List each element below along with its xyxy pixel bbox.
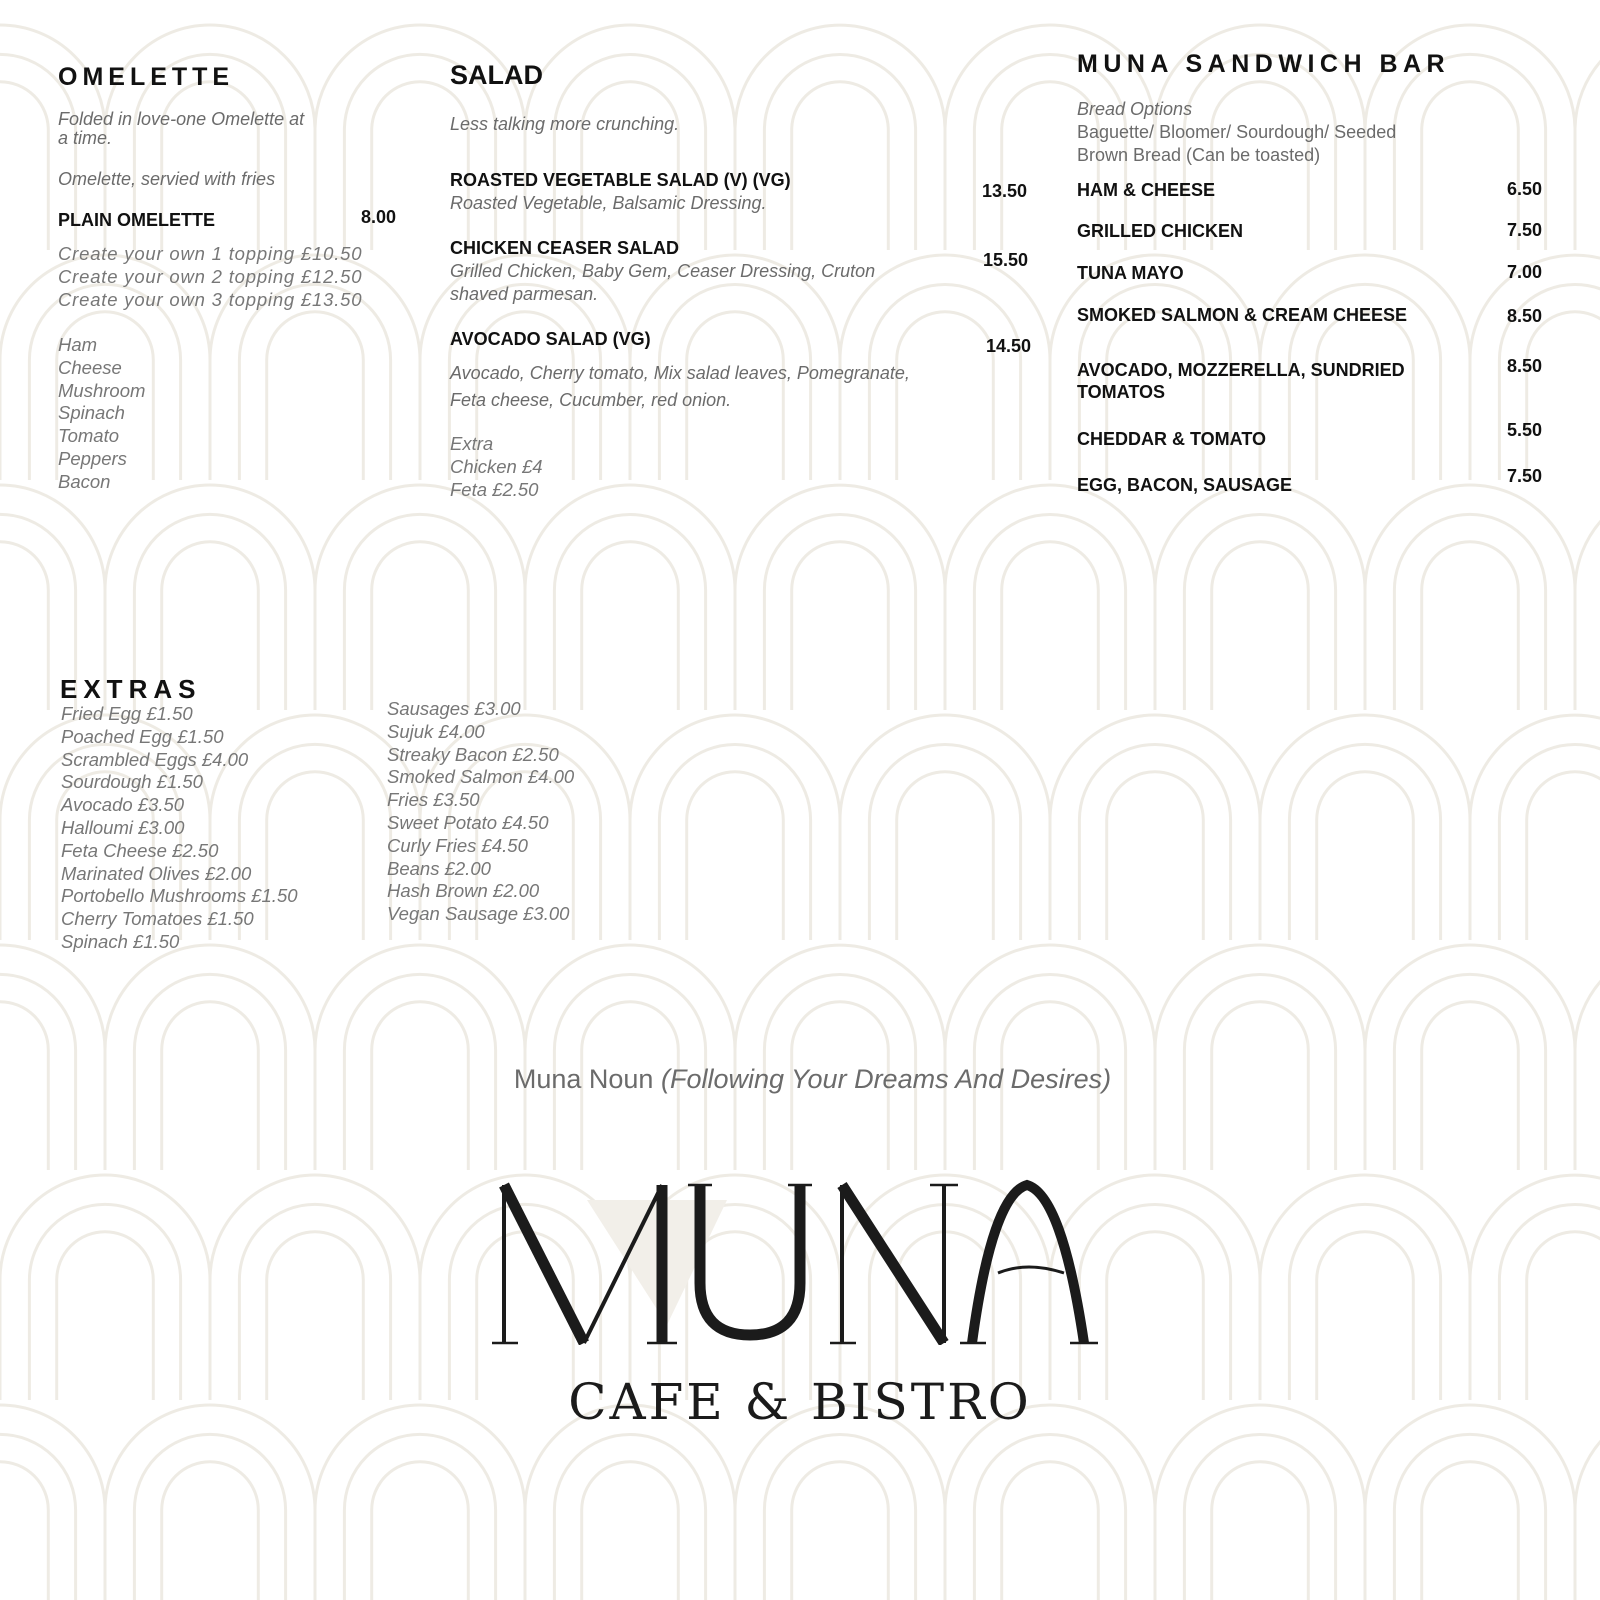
arch-pattern-stroke — [525, 945, 735, 1170]
arch-pattern-stroke — [554, 1434, 705, 1600]
arch-pattern-stroke — [344, 514, 495, 710]
salad-item-desc — [450, 260, 875, 306]
extras-item: Sujuk £4.00 — [387, 720, 485, 742]
arch-pattern-stroke — [1107, 772, 1204, 940]
arch-pattern-stroke — [1155, 945, 1365, 1170]
omelette-intro-line2: a time. — [58, 128, 113, 148]
arch-pattern-stroke — [897, 772, 994, 940]
arch-pattern-stroke — [1050, 715, 1260, 940]
salad-item-desc-line: Avocado, Cherry tomato, Mix salad leaves, Pomegranate, — [450, 363, 910, 383]
arch-pattern-stroke — [1289, 1204, 1440, 1400]
arch-pattern-stroke — [1002, 542, 1099, 710]
extras-item: Poached Egg £1.50 — [61, 725, 224, 747]
create-option: Create your own 2 topping £12.50 — [58, 265, 363, 287]
arch-pattern-stroke — [1289, 744, 1440, 940]
topping-item: Ham — [58, 334, 98, 355]
extras-item: Spinach £1.50 — [61, 930, 180, 952]
omelette-intro-line1: Folded in love-one Omelette at — [58, 109, 305, 129]
arch-pattern-stroke — [525, 485, 735, 710]
arch-pattern-stroke — [210, 1175, 420, 1400]
arch-pattern-stroke — [1079, 1204, 1230, 1400]
arch-pattern-stroke — [582, 1462, 679, 1600]
arch-pattern-stroke — [372, 542, 469, 710]
arch-pattern-stroke — [945, 945, 1155, 1170]
sandwich-title: MUNA SANDWICH BAR — [1077, 50, 1451, 78]
arch-pattern-stroke — [1365, 945, 1575, 1170]
salad-title: SALAD — [450, 60, 543, 90]
arch-pattern-stroke — [1184, 514, 1335, 710]
arch-pattern-stroke — [0, 1405, 105, 1600]
arch-pattern-stroke — [945, 485, 1155, 710]
extras-item: Fried Egg £1.50 — [61, 703, 193, 724]
salad-item-desc: Roasted Vegetable, Balsamic Dressing. — [450, 193, 767, 213]
sandwich-item-price: 5.50 — [1506, 420, 1542, 440]
salad-item-desc — [450, 360, 910, 414]
arch-pattern-stroke — [1079, 744, 1230, 940]
tagline — [0, 1064, 1600, 1095]
extras-item: Halloumi £3.00 — [61, 816, 185, 838]
sandwich-item-name-line: AVOCADO, MOZZERELLA, SUNDRIED — [1077, 360, 1405, 380]
sandwich-item-price: 7.50 — [1506, 220, 1542, 240]
salad-extra-item: Chicken £4 — [450, 455, 543, 477]
salad-item-price: 13.50 — [981, 181, 1027, 201]
arch-pattern-stroke — [1394, 514, 1545, 710]
arch-pattern-stroke — [239, 284, 390, 480]
create-option: Create your own 3 topping £13.50 — [58, 288, 363, 310]
extras-item: Smoked Salmon £4.00 — [387, 766, 575, 788]
arch-pattern-stroke — [1002, 1462, 1099, 1600]
extras-item: Fries £3.50 — [387, 789, 480, 811]
muna-logo-wordmark — [492, 1175, 1102, 1345]
arch-pattern-stroke — [0, 1434, 76, 1600]
sandwich-item-name — [1077, 359, 1405, 403]
arch-pattern-stroke — [344, 1434, 495, 1600]
sandwich-item-name: GRILLED CHICKEN — [1077, 221, 1243, 241]
extras-item: Sweet Potato £4.50 — [387, 811, 549, 833]
plain-omelette-name: PLAIN OMELETTE — [58, 210, 215, 230]
salad-extra-item: Feta £2.50 — [450, 478, 539, 500]
omelette-served: Omelette, servied with fries — [58, 169, 276, 189]
bread-options-line: Brown Bread (Can be toasted) — [1077, 145, 1321, 165]
logo-subtitle: CAFE & BISTRO — [568, 1373, 1032, 1431]
arch-pattern-stroke — [1575, 485, 1600, 710]
salad-item-desc-line: shaved parmesan. — [450, 284, 599, 304]
arch-pattern-stroke — [792, 1462, 889, 1600]
extras-item: Hash Brown £2.00 — [387, 880, 540, 902]
arch-pattern-stroke — [162, 1462, 259, 1600]
extras-title: EXTRAS — [60, 674, 202, 704]
sandwich-item-price: 6.50 — [1506, 179, 1542, 199]
arch-pattern-stroke — [1260, 1175, 1470, 1400]
arch-pattern-stroke — [1394, 1434, 1545, 1600]
topping-item: Bacon — [58, 470, 111, 492]
salad-item-name: AVOCADO SALAD (VG) — [450, 329, 651, 349]
arch-pattern-stroke — [1422, 1462, 1519, 1600]
extras-item: Vegan Sausage £3.00 — [387, 903, 570, 925]
extras-item: Sourdough £1.50 — [61, 771, 203, 793]
topping-item: Tomato — [58, 425, 120, 447]
arch-pattern-stroke — [974, 514, 1125, 710]
salad-intro: Less talking more crunching. — [450, 114, 680, 134]
extras-item: Sausages £3.00 — [387, 698, 521, 719]
arch-pattern-stroke — [764, 54, 915, 250]
arch-pattern-stroke — [582, 82, 679, 250]
arch-pattern-stroke — [0, 945, 105, 1170]
extras-item: Portobello Mushrooms £1.50 — [61, 885, 298, 907]
extras-item: Scrambled Eggs £4.00 — [61, 748, 249, 770]
extras-item: Streaky Bacon £2.50 — [387, 743, 559, 765]
sandwich-item-name: EGG, BACON, SAUSAGE — [1077, 475, 1293, 495]
omelette-create-list — [58, 243, 362, 311]
arch-pattern-stroke — [372, 1462, 469, 1600]
arch-pattern-stroke — [1317, 772, 1414, 940]
arch-pattern-stroke — [1527, 312, 1600, 480]
plain-omelette-price: 8.00 — [360, 207, 396, 227]
salad-item-price: 15.50 — [982, 250, 1028, 270]
arch-pattern-stroke — [1575, 945, 1600, 1170]
arch-pattern-stroke — [735, 25, 945, 250]
salad-item-desc-line: Feta cheese, Cucumber, red onion. — [450, 390, 732, 410]
tagline-italic: (Following Your Dreams And Desires) — [660, 1064, 1112, 1094]
arch-pattern-stroke — [315, 485, 525, 710]
arch-pattern-stroke — [974, 1434, 1125, 1600]
omelette-toppings-list — [58, 334, 145, 494]
salad-item-price: 14.50 — [985, 336, 1031, 356]
sandwich-item-name: CHEDDAR & TOMATO — [1077, 429, 1266, 449]
sandwich-item-price: 7.50 — [1506, 466, 1542, 486]
arch-pattern-stroke — [1575, 25, 1600, 250]
arch-pattern-stroke — [869, 744, 1020, 940]
arch-pattern-stroke — [582, 542, 679, 710]
arch-pattern-stroke — [792, 82, 889, 250]
arch-pattern-stroke — [1212, 1462, 1309, 1600]
sandwich-item-price: 8.50 — [1506, 306, 1542, 326]
extras-column-1 — [61, 703, 298, 954]
arch-pattern-stroke — [1184, 1434, 1335, 1600]
arch-pattern-stroke — [0, 1175, 210, 1400]
topping-item: Peppers — [58, 447, 127, 469]
create-option: Create your own 1 topping £10.50 — [58, 243, 363, 264]
arch-pattern-stroke — [315, 945, 525, 1170]
topping-item: Cheese — [58, 356, 122, 378]
arch-pattern-stroke — [525, 25, 735, 250]
salad-item-name: ROASTED VEGETABLE SALAD (V) (VG) — [450, 170, 791, 190]
arch-pattern-stroke — [554, 514, 705, 710]
tagline-main: Muna Noun — [513, 1064, 654, 1094]
omelette-title: OMELETTE — [58, 63, 235, 91]
bread-options-list — [1077, 121, 1396, 167]
arch-pattern-stroke — [1422, 542, 1519, 710]
arch-pattern-stroke — [1212, 542, 1309, 710]
sandwich-item-name: TUNA MAYO — [1077, 263, 1184, 283]
extras-item: Beans £2.00 — [387, 857, 491, 879]
arch-pattern-stroke — [29, 1204, 180, 1400]
arch-pattern-stroke — [0, 1462, 48, 1600]
sandwich-item-name: SMOKED SALMON & CREAM CHEESE — [1077, 305, 1408, 325]
extras-item: Cherry Tomatoes £1.50 — [61, 908, 254, 930]
arch-pattern-stroke — [1470, 1175, 1600, 1400]
extras-item: Feta Cheese £2.50 — [61, 839, 219, 861]
arch-pattern-stroke — [134, 1434, 285, 1600]
arch-pattern-stroke — [0, 542, 48, 710]
arch-pattern-stroke — [735, 945, 945, 1170]
salad-item-desc-line: Grilled Chicken, Baby Gem, Ceaser Dressing, Cruton — [450, 261, 876, 281]
arch-pattern-stroke — [659, 744, 810, 940]
arch-pattern-stroke — [792, 542, 889, 710]
arch-pattern-stroke — [267, 312, 364, 480]
arch-pattern-stroke — [1470, 715, 1600, 940]
arch-pattern-stroke — [1260, 715, 1470, 940]
sandwich-item-name-line: TOMATOS — [1077, 382, 1166, 402]
salad-extra-list — [450, 433, 543, 501]
arch-pattern-stroke — [687, 772, 784, 940]
topping-item: Spinach — [58, 402, 125, 424]
arch-pattern-stroke — [840, 715, 1050, 940]
sandwich-item-price: 7.00 — [1506, 262, 1542, 282]
arch-pattern-stroke — [1365, 485, 1575, 710]
arch-pattern-stroke — [764, 1434, 915, 1600]
extras-column-2 — [387, 698, 574, 926]
arch-pattern-stroke — [1155, 485, 1365, 710]
extras-item: Curly Fries £4.50 — [387, 834, 528, 856]
omelette-intro — [58, 110, 304, 148]
arch-pattern-stroke — [239, 1204, 390, 1400]
extras-item: Marinated Olives £2.00 — [61, 862, 252, 884]
arch-pattern-stroke — [0, 82, 48, 250]
sandwich-item-price: 8.50 — [1506, 356, 1542, 376]
extras-item: Avocado £3.50 — [61, 794, 185, 816]
bread-options-line: Baguette/ Bloomer/ Sourdough/ Seeded — [1077, 122, 1397, 142]
arch-pattern-stroke — [1575, 1405, 1600, 1600]
bread-options-title: Bread Options — [1077, 99, 1193, 119]
arch-pattern-stroke — [1527, 772, 1600, 940]
salad-item-name: CHICKEN CEASER SALAD — [450, 238, 680, 258]
arch-pattern-stroke — [630, 715, 840, 940]
arch-pattern-stroke — [105, 945, 315, 1170]
arch-pattern-stroke — [764, 514, 915, 710]
salad-extra-title: Extra — [450, 433, 494, 454]
topping-item: Mushroom — [58, 379, 146, 401]
arch-pattern-stroke — [735, 485, 945, 710]
sandwich-item-name: HAM & CHEESE — [1077, 180, 1216, 200]
arch-pattern-stroke — [554, 54, 705, 250]
